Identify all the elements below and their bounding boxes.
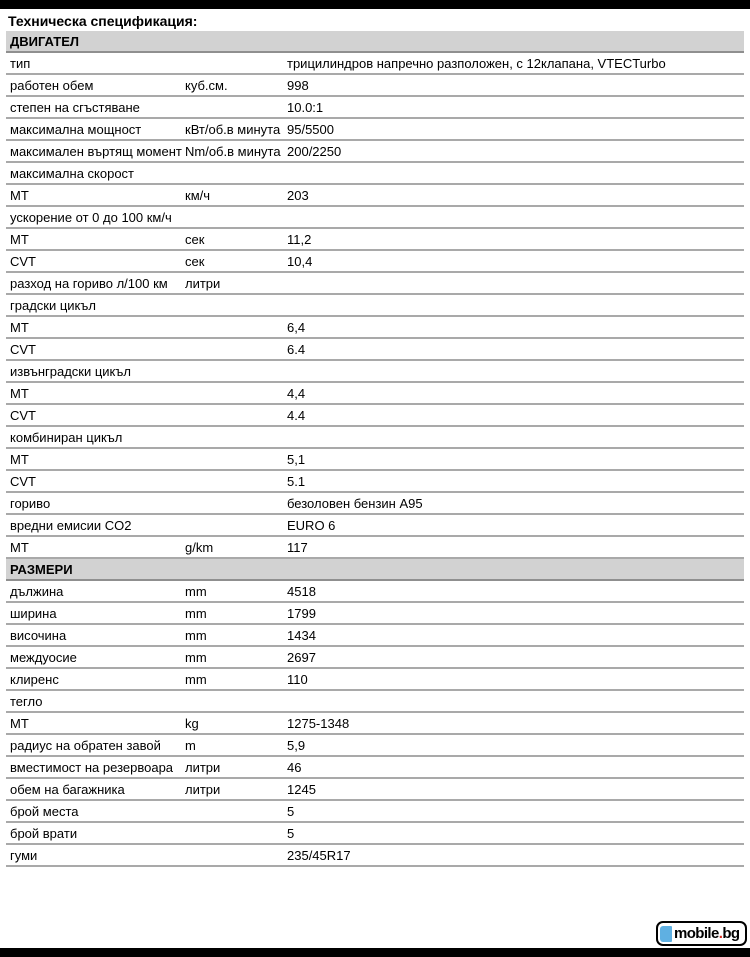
section-header: ДВИГАТЕЛ: [6, 31, 744, 53]
spec-row: [6, 405, 744, 427]
spec-row-label: степен на сгъстяване: [10, 100, 140, 115]
logo-text-main: mobile: [674, 925, 719, 942]
spec-row-label: комбиниран цикъл: [10, 430, 123, 445]
spec-row-value: 110: [287, 672, 308, 687]
spec-row-unit: км/ч: [185, 188, 211, 203]
spec-row-label: тегло: [10, 694, 43, 709]
spec-row-unit: куб.см.: [185, 78, 228, 93]
spec-row-label: брой врати: [10, 826, 78, 841]
spec-row-unit: литри: [185, 276, 221, 291]
spec-row: [6, 823, 744, 845]
spec-row: [6, 625, 744, 647]
spec-row: [6, 339, 744, 361]
logo-blue-block-icon: [660, 926, 672, 942]
spec-row-label: клиренс: [10, 672, 59, 687]
spec-row: [6, 97, 744, 119]
spec-row-unit: литри: [185, 760, 221, 775]
spec-row-label: разход на гориво л/100 км: [10, 276, 168, 291]
spec-row-value: 1275-1348: [287, 716, 350, 731]
spec-row-label: CVT: [10, 474, 36, 489]
spec-row-value: трицилиндров напречно разположен, с 12клапана, VTECTurbo: [287, 56, 666, 71]
spec-row-value: 1434: [287, 628, 316, 643]
spec-row: [6, 317, 744, 339]
spec-document: [6, 9, 744, 867]
spec-row-unit: kg: [185, 716, 199, 731]
spec-row: [6, 603, 744, 625]
spec-row: [6, 669, 744, 691]
spec-row-label: MT: [10, 452, 29, 467]
spec-row-value: 10,4: [287, 254, 313, 269]
spec-row-value: безоловен бензин А95: [287, 496, 423, 511]
spec-row: [6, 493, 744, 515]
spec-row-unit: сек: [185, 254, 205, 269]
spec-row-value: 4,4: [287, 386, 306, 401]
spec-row-value: 200/2250: [287, 144, 342, 159]
spec-row: [6, 779, 744, 801]
spec-row: [6, 53, 744, 75]
spec-row-value: 998: [287, 78, 309, 93]
spec-row-label: обем на багажника: [10, 782, 125, 797]
spec-row-label: извънградски цикъл: [10, 364, 131, 379]
spec-row-value: 46: [287, 760, 302, 775]
spec-row: [6, 163, 744, 185]
spec-row-label: градски цикъл: [10, 298, 96, 313]
spec-row-label: междуосие: [10, 650, 77, 665]
section-header: РАЗМЕРИ: [6, 559, 744, 581]
spec-row-label: MT: [10, 716, 29, 731]
spec-row: [6, 449, 744, 471]
logo-text: [674, 926, 739, 941]
spec-row: [6, 273, 744, 295]
spec-row-unit: mm: [185, 584, 207, 599]
spec-row: [6, 691, 744, 713]
spec-row-unit: mm: [185, 650, 207, 665]
top-bar: [0, 0, 750, 9]
spec-row-value: 203: [287, 188, 309, 203]
spec-row: [6, 515, 744, 537]
spec-row-unit: mm: [185, 672, 207, 687]
spec-row: [6, 141, 744, 163]
spec-row-value: 5.1: [287, 474, 306, 489]
spec-row-unit: Nm/об.в минута: [185, 144, 281, 159]
spec-row-label: вредни емисии CO2: [10, 518, 132, 533]
spec-row-value: 5: [287, 826, 295, 841]
spec-row-label: максимален въртящ момент: [10, 144, 182, 159]
spec-row: [6, 537, 744, 559]
spec-row-value: 1245: [287, 782, 316, 797]
spec-row-unit: литри: [185, 782, 221, 797]
spec-row-label: гуми: [10, 848, 38, 863]
spec-row: [6, 801, 744, 823]
logo-text-dot: .: [718, 925, 723, 942]
spec-row-label: максимална скорост: [10, 166, 135, 181]
spec-row: [6, 251, 744, 273]
spec-row: [6, 757, 744, 779]
spec-row-label: MT: [10, 540, 29, 555]
mobile-bg-logo[interactable]: [656, 921, 747, 946]
spec-row-label: ускорение от 0 до 100 км/ч: [10, 210, 172, 225]
spec-row-label: ширина: [10, 606, 57, 621]
spec-row-value: 6.4: [287, 342, 306, 357]
bottom-bar: [0, 948, 750, 957]
spec-row-label: максимална мощност: [10, 122, 142, 137]
spec-row-label: CVT: [10, 342, 36, 357]
spec-row-value: 11,2: [287, 232, 312, 247]
spec-row-unit: mm: [185, 606, 207, 621]
spec-row-label: вместимост на резервоара: [10, 760, 174, 775]
spec-row: [6, 647, 744, 669]
spec-row-unit: mm: [185, 628, 207, 643]
spec-row-value: 5: [287, 804, 295, 819]
spec-row-value: 5,1: [287, 452, 306, 467]
spec-row-label: MT: [10, 188, 29, 203]
spec-row-value: 1799: [287, 606, 316, 621]
spec-row: [6, 75, 744, 97]
spec-row-label: тип: [10, 56, 31, 71]
spec-row: [6, 581, 744, 603]
spec-row: [6, 471, 744, 493]
spec-row: [6, 229, 744, 251]
spec-row-value: 95/5500: [287, 122, 334, 137]
spec-row-unit: g/km: [185, 540, 214, 555]
spec-row: [6, 383, 744, 405]
spec-row-label: CVT: [10, 254, 36, 269]
page-title: Техническа спецификация:: [8, 13, 198, 29]
spec-row-value: EURO 6: [287, 518, 336, 533]
spec-row: [6, 185, 744, 207]
spec-row-unit: m: [185, 738, 196, 753]
spec-row-value: 235/45R17: [287, 848, 351, 863]
spec-row-label: MT: [10, 232, 29, 247]
spec-row-label: MT: [10, 320, 29, 335]
spec-row-label: радиус на обратен завой: [10, 738, 161, 753]
spec-row: [6, 361, 744, 383]
spec-row: [6, 207, 744, 229]
spec-row-value: 4518: [287, 584, 316, 599]
spec-row-label: брой места: [10, 804, 79, 819]
spec-row-unit: кВт/об.в минута: [185, 122, 281, 137]
spec-table: [6, 31, 744, 867]
spec-row-value: 6,4: [287, 320, 306, 335]
spec-row: [6, 295, 744, 317]
spec-row-value: 10.0:1: [287, 100, 324, 115]
spec-row-label: MT: [10, 386, 29, 401]
spec-row: [6, 713, 744, 735]
spec-row-value: 2697: [287, 650, 316, 665]
spec-row-label: гориво: [10, 496, 51, 511]
spec-row-value: 117: [287, 540, 308, 555]
spec-row-label: CVT: [10, 408, 36, 423]
spec-row: [6, 845, 744, 867]
spec-row: [6, 427, 744, 449]
spec-row: [6, 735, 744, 757]
spec-row-label: дължина: [10, 584, 64, 599]
spec-row-unit: сек: [185, 232, 205, 247]
spec-row-label: работен обем: [10, 78, 94, 93]
spec-row-value: 4.4: [287, 408, 306, 423]
spec-row-value: 5,9: [287, 738, 306, 753]
spec-row-label: височина: [10, 628, 67, 643]
logo-text-suffix: bg: [722, 925, 740, 942]
spec-row: [6, 119, 744, 141]
